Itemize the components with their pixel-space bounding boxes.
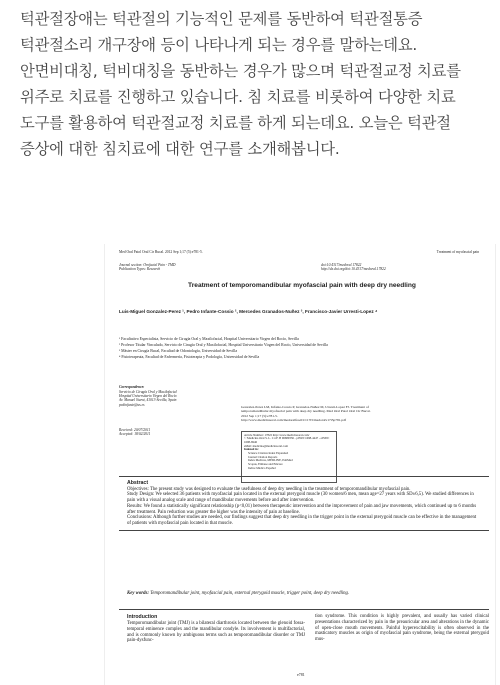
abstract-design: Study Design: We selected 36 patients with myofascial pain located in the external pterygoid muscle (30 women/6 men, mean age=27 years with SD±6,5). We studied differences in pain with a visual analog scale and range of mandibular movements before and after intervention. [127, 492, 474, 504]
correspondence-label: Correspondence: [119, 385, 145, 389]
page-number: e781 [297, 672, 305, 677]
paper-keywords [127, 591, 487, 597]
abstract-objectives: Objectives: The present study was designed to evaluate the usefulness of deep dry needling in the treatment of temporomandibular myofascial pain. [127, 486, 411, 492]
citation-box-line: Index Medicus, MEDLINE, PubMed [248, 458, 293, 463]
abstract-results: Results: We found a statistically significant relationship (p<0,01) between therapeutic intervention and the improvement of pain and jaw movements, which continued up to 6 months after treatment. Pain reduction was greater the higher was the intensity of pain at baseline. [127, 503, 477, 515]
paper-citation [241, 405, 371, 422]
paper-dates [119, 428, 150, 437]
citation-box-line: Journal Citation Reports [248, 454, 278, 459]
keywords-label: Key words: [127, 591, 149, 596]
abstract-heading: Abstract [127, 480, 149, 486]
correspondence [119, 385, 229, 407]
correspondence-line: Av. Manuel Siurot, 41013-Sevilla, Spain [119, 398, 177, 403]
paper-header-left: Med Oral Patol Oral Cir Bucal. 2012 Sep 1;17 (5):e781-5. [119, 250, 203, 254]
citation-box-line: Indexed in: [244, 447, 259, 452]
affiliation: ³ Máster en Cirugía Bucal, Facultad de Odontología, Universidad de Sevilla [119, 348, 238, 353]
divider [119, 609, 489, 610]
citation-url: http://www.medicinaoral.com/medoralfree01/v17i5/medoralv17i5p781.pdf [241, 417, 347, 422]
abstract-conclusions: Conclusions: Although further studies are needed, our findings suggest that deep dry needling in the trigger point in the external pterygoid muscle can be effective in the management of patients with myofascial pain located in that muscle. [127, 515, 477, 527]
keywords-text: Temporomandibular joint, myofascial pain, external pterygoid muscle, trigger point, deep dry needling. [150, 591, 350, 596]
paper-page-image [104, 244, 496, 685]
affiliation: ¹ Facultativo Especialista, Servicio de Cirugía Oral y Maxilofacial, Hospital Universitario Virgen del Rocío, Sevilla [119, 337, 299, 341]
citation-box-line: Article Number: 17822 http://www.medicinaoral.com/ [244, 432, 310, 437]
paper-meta-left [119, 263, 175, 272]
paper-authors: Luis-Miguel Gonzalez-Perez ¹, Pedro Infante-Cossio ², Mercedes Granados-Nuñez ³, Francisco-Javier Urresti-Lopez ⁴ [119, 309, 378, 314]
intro-heading: Introduction [127, 614, 158, 620]
paper-meta-right [321, 263, 386, 272]
paper-title: Treatment of temporomandibular myofascial pain with deep dry needling [188, 282, 416, 289]
correspondence-email: pedinfante@us.es [119, 402, 145, 407]
doi: doi:10.4317/medoral.17822 [321, 263, 362, 267]
accepted-date: Accepted: 18/02/2011 [119, 432, 151, 437]
paper-affiliations [119, 337, 487, 361]
received-date: Received: 20/07/2011 [119, 428, 151, 432]
paper-header-right: Treatment of myofascial pain [436, 250, 479, 254]
citation-text: Gonzalez-Perez LM, Infante-Cossio P, Granados-Nuñez M, Urresti-Lopez FJ. Treatment of temporomandibular myofascial pain with deep dry needling. Med Oral Patol Oral Cir Bucal. 2012 Sep 1;17 (5):e781-5. [241, 405, 371, 418]
correspondence-line: Servicio de Cirugía Oral y Maxilofacial [119, 389, 177, 394]
citation-box-line: Indice Médico Español [248, 465, 276, 470]
citation-box-line: Scopus, Embase and Emcare [248, 462, 283, 467]
affiliation: ² Profesor Titular Vinculado, Servicio de Cirugía Oral y Maxilofacial, Hospital Universitario Virgen del Rocío, Universidad de Sevilla [119, 342, 328, 347]
affiliation: ⁴ Fisioterapeuta, Facultad de Enfermería, Fisioterapia y Podología, Universidad de Sevilla [119, 354, 260, 359]
citation-box-line: eMail: medicina@medicinaoral.com [244, 443, 288, 448]
citation-box-line: © Medicina Oral S. L. C.I.F. B 96689336 - pISSN 1698-4447 - eISSN: 1698-6946 [244, 436, 330, 444]
intro-right-column: tion syndrome. This condition is highly prevalent, and usually has varied clinical presentations characterized by pain in the preauricular area and alterations in the dynamic of open-close mouth movements. Painful hyperexcitability is often observed in the masticatory muscles as origin of myofascial pain syndrome, being the external pterygoid mus- [315, 614, 489, 643]
doi-url: http://dx.doi.org/doi:10.4317/medoral.17822 [321, 267, 386, 272]
intro-left-column: Temporomandibular joint (TMJ) is a bilateral diarthrosis located between the glenoid fossa-temporal eminence complex and the mandibular condyle. Its involvement is multifactorial, and is commonly known by ambiguous terms such as temporomandibular disorder or TMJ pain-dysfunc- [127, 621, 305, 644]
citation-box-line: Science Citation Index Expanded [248, 451, 289, 456]
paper-abstract [119, 476, 489, 531]
publication-type: Publication Types: Research [119, 267, 161, 272]
intro-paragraph: 턱관절장애는 턱관절의 기능적인 문제를 동반하여 턱관절통증 턱관절소리 개구장애 등이 나타나게 되는 경우를 말하는데요. 안면비대칭, 턱비대칭을 동반하는 경우가 많으며 턱관절교정 치료를 위주로 치료를 진행하고 있습니다. 침 치료를 비롯하여 다양한 치료 도구를 활용하여 턱관절교정 치료를 하게 되는데요. 오늘은 턱관절 증상에 대한 침치료에 대한 연구를 소개해봅니다. [20, 10, 461, 158]
journal-section: Journal section: Orofacial Pain - TMD [119, 263, 176, 267]
correspondence-line: Hospital Universitario Virgen del Rocío [119, 394, 177, 399]
